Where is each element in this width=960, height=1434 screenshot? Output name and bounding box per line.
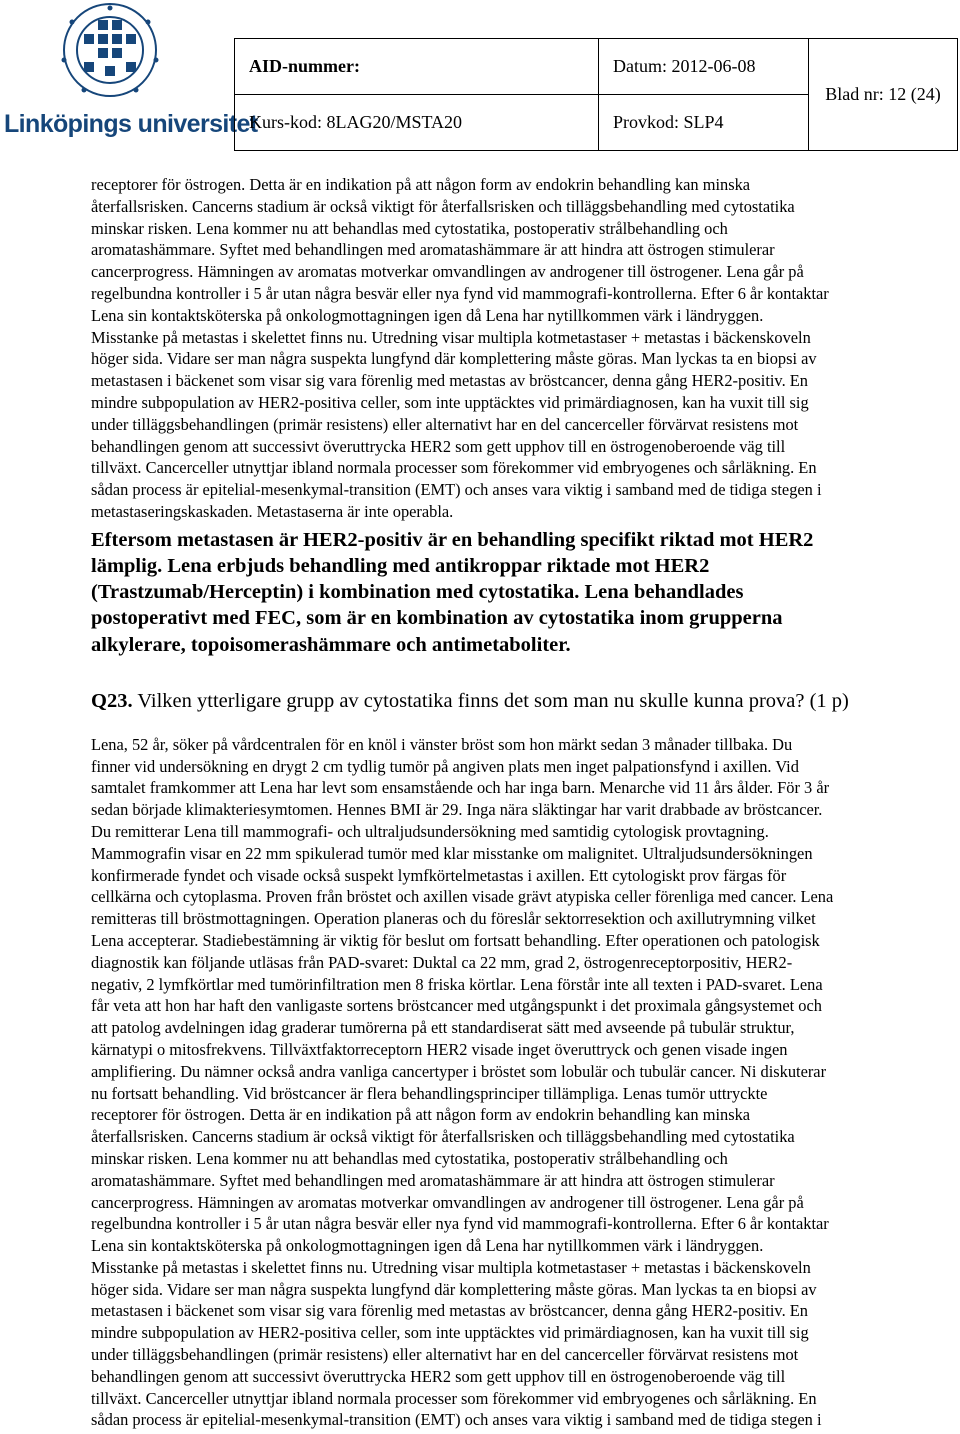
page-number: Blad nr: 12 (24) [809, 39, 958, 151]
university-logo [0, 0, 258, 148]
question-text: Vilken ytterligare grupp av cytostatika finns det som man nu skulle kunna prova? (1 p) [132, 689, 849, 712]
document-header [234, 38, 958, 151]
logo-wordmark: Linköpings universitet [4, 110, 258, 138]
question-number: Q23. [91, 689, 133, 712]
document-body [91, 174, 953, 1431]
case-paragraph: Lena, 52 år, söker på vårdcentralen för en knöl i vänster bröst som hon märkt sedan 3 månader tillbaka. Du finner vid undersökning en drygt 2 cm tydlig tumör på angiven plats men inget palpationsfynd i axillen. Vid samtalet framkommer att Lena har levt som ensamstående och har inga barn. Menarche vid 11 års ålder. För 3 år sedan började klimakteriesymtomen. Hennes BMI är 29. Inga nära släktingar har varit drabbade av bröstcancer. Du remitterar Lena till mammografi- och ultraljudsundersökning med samtidig cytologisk provtagning. Mammografin visar en 22 mm spikulerad tumör med klar misstanke om malignitet. Ultraljudsundersökningen konfirmerade fyndet och visade också suspekt lymfkörtelmetastas i axillen. Ett cytologiskt prov färgas för cellkärna och cytoplasma. Proven från bröstet och axillen visade grävt atypiska celler förenliga med cancer. Lena remitteras till bröstmottagningen. Operation planeras och du föreslår sektorresektion och axillutrymning vilket Lena accepterar. Stadiebestämning är viktig för beslut om fortsatt behandling. Efter operationen och patologisk diagnostik kan följande utläsas från PAD-svaret: Duktal ca 22 mm, grad 2, östrogenreceptorpositiv, HER2- negativ, 2 lymfkörtlar med tumörinfiltration men 8 friska körtlar. Lena förstår inte all texten i PAD-svaret. Lena får veta att hon har haft den vanligaste sortens bröstcancer med utgångspunkt i det proximala gångsystemet och att patolog avdelningen idag graderar tumörerna på ett standardiserat sätt med avseende på tubulär struktur, kärnatypi o mitosfrekvens. Tillväxtfaktorreceptorn HER2 visade inget överuttryck och genen visade ingen amplifiering. Du nämner också andra vanliga cancertyper i bröstet som lobulär och tubulär cancer. Ni diskuterar nu fortsatt behandling. Vid bröstcancer är flera behandlingsprinciper tillämpliga. Lenas tumör uttryckte receptorer för östrogen. Detta är en indikation på att någon form av endokrin behandling kan minska återfallsrisken. Cancerns stadium är också viktigt för återfallsrisken och tilläggsbehandling med cytostatika minskar risken. Lena kommer nu att behandlas med cytostatika, postoperativ strålbehandling och aromatashämmare. Syftet med behandlingen med aromatashämmare är att hindra att östrogen stimulerar cancerprogress. Hämningen av aromatas motverkar omvandlingen av androgener till östrogener. Lena går på regelbundna kontroller i 5 år utan några besvär eller nya fynd vid mammografi-kontrollerna. Efter 6 år kontaktar Lena sin kontaktsköterska på onkologmottagningen igen då Lena har nytillkommen värk i ländryggen. Misstanke på metastas i skelettet finns nu. Utredning visar multipla kotmetastaser + metastas i bäckenskoveln höger sida. Vidare ser man några suspekta lungfynd där komplettering måste göras. Man lyckas ta en biopsi av metastasen i bäckenet som visar sig vara förenlig med metastas av bröstcancer, denna gång HER2-positiv. En mindre subpopulation av HER2-positiva celler, som inte upptäcktes vid primärdiagnosen, kan ha vuxit till sig under tilläggsbehandlingen (primär resistens) eller alternativt har en del cancerceller förvärvat resistens mot behandlingen genom att successivt överuttrycka HER2 som gett upphov till en östrogenoberoende väg till tillväxt. Cancerceller utnyttjar ibland normala processer som förekommer vid embryogenes och sårläkning. En sådan process är epitelial-mesenkymal-transition (EMT) och anses vara viktig i samband med de tidiga stegen i [91, 734, 834, 1430]
exam-code: Provkod: SLP4 [599, 95, 809, 151]
exam-date: Datum: 2012-06-08 [599, 39, 809, 95]
bold-paragraph: Eftersom metastasen är HER2-positiv är en behandling specifikt riktad mot HER2 lämplig. Lena erbjuds behandling med antikroppar riktade mot HER2 (Trastzumab/Herceptin) i kombination med cytostatika. Lena behandlades postoperativt med FEC, som är en kombination av cytostatika inom grupperna alkylerare, topoisomerashämmare och antimetaboliter. [91, 528, 814, 656]
course-code: Kurs-kod: 8LAG20/MSTA20 [235, 95, 599, 151]
aid-number-label: AID-nummer: [235, 39, 599, 95]
body-paragraph: receptorer för östrogen. Detta är en indikation på att någon form av endokrin behandling kan minska återfallsrisken. Cancerns stadium är också viktigt för återfallsrisken och tilläggsbehandling med cytostatika minskar risken. Lena kommer nu att behandlas med cytostatika, postoperativ strålbehandling och aromatashämmare. Syftet med behandlingen med aromatashämmare är att hindra att östrogen stimulerar cancerprogress. Hämningen av aromatas motverkar omvandlingen av androgener till östrogener. Lena går på regelbundna kontroller i 5 år utan några besvär eller nya fynd vid mammografi-kontrollerna. Efter 6 år kontaktar Lena sin kontaktsköterska på onkologmottagningen igen då Lena har nytillkommen värk i ländryggen. Misstanke på metastas i skelettet finns nu. Utredning visar multipla kotmetastaser + metastas i bäckenskoveln höger sida. Vidare ser man några suspekta lungfynd där komplettering måste göras. Man lyckas ta en biopsi av metastasen i bäckenet som visar sig vara förenlig med metastas av bröstcancer, denna gång HER2-positiv. En mindre subpopulation av HER2-positiva celler, som inte upptäcktes vid primärdiagnosen, kan ha vuxit till sig under tilläggsbehandlingen (primär resistens) eller alternativt har en del cancerceller förvärvat resistens mot behandlingen genom att successivt överuttrycka HER2 som gett upphov till en östrogenoberoende väg till tillväxt. Cancerceller utnyttjar ibland normala processer som förekommer vid embryogenes och sårläkning. En sådan process är epitelial-mesenkymal-transition (EMT) och anses vara viktig i samband med de tidiga stegen i metastaseringskaskaden. Metastaserna är inte operabla. [91, 175, 829, 521]
university-seal-icon [0, 0, 222, 112]
question-q23 [91, 688, 953, 714]
